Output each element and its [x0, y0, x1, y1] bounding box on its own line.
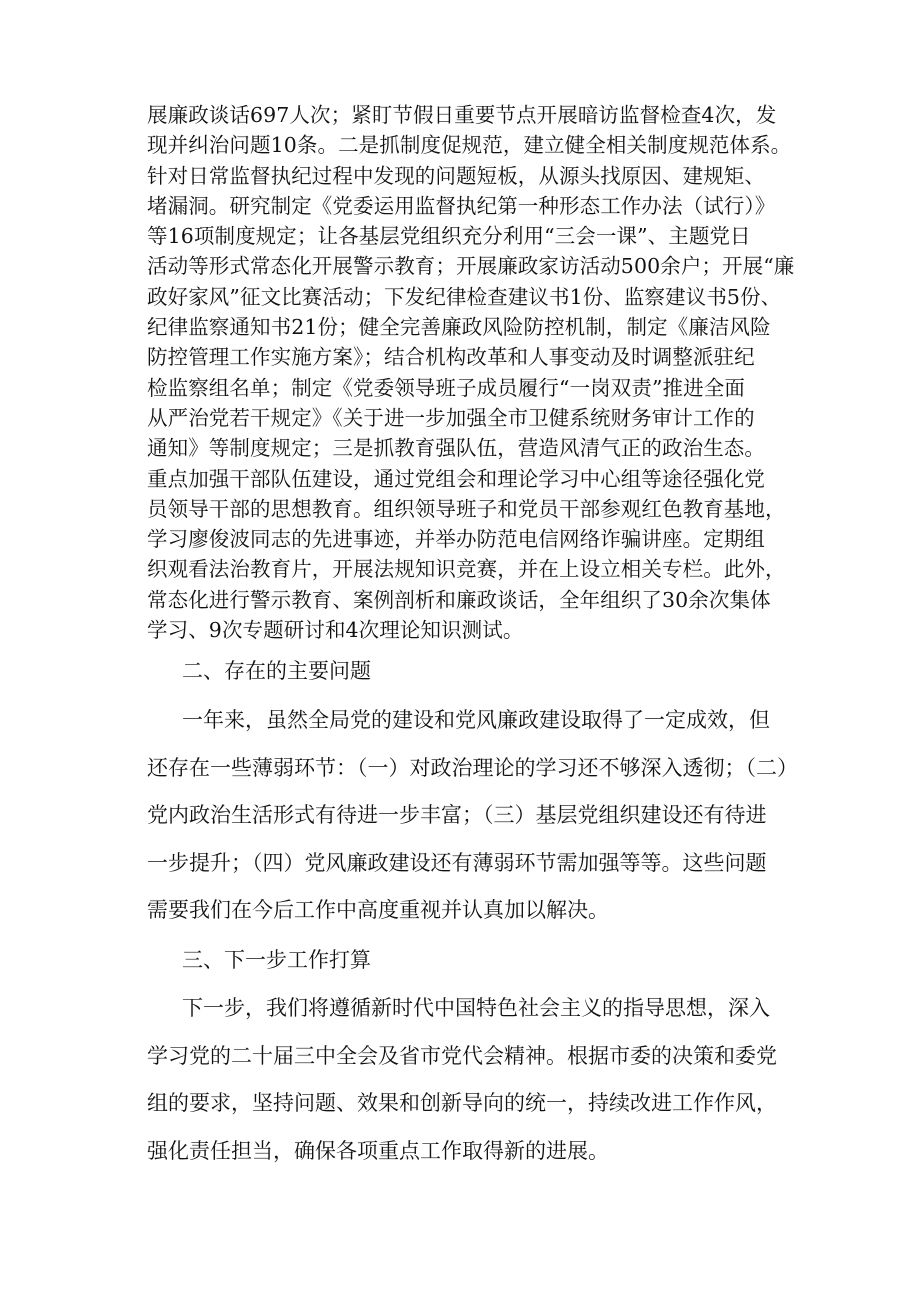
text-line: 党内政治生活形式有待进一步丰富；（三）基层党组织建设还有待进 [147, 803, 767, 827]
text-line: 防控管理工作实施方案》；结合机构改革和人事变动及时调整派驻纪 [147, 345, 755, 370]
paragraph-next-steps [147, 985, 807, 1175]
text-line: 一步提升；（四）党风廉政建设还有薄弱环节需加强等等。这些问题 [147, 850, 767, 875]
text-line: 政好家风”征文比赛活动；下发纪律检查建议书1份、监察建议书5份、 [147, 284, 782, 309]
text-line: 学习、9次专题研讨和4次理论知识测试。 [147, 618, 524, 643]
paragraph-measures [147, 100, 807, 645]
text-line: 现并纠治问题10条。二是抓制度促规范，建立健全相关制度规范体系。 [147, 133, 792, 158]
text-line: 需要我们在今后工作中高度重视并认真加以解决。 [147, 898, 609, 922]
text-line: 重点加强干部队伍建设，通过党组会和理论学习中心组等途径强化党 [147, 466, 765, 491]
text-line: 通知》等制度规定；三是抓教育强队伍，营造风清气正的政治生态。 [147, 436, 765, 461]
text-line: 学习党的二十届三中全会及省市党代会精神。根据市委的决策和委党 [147, 1043, 777, 1068]
text-line: 纪律监察通知书21份；健全完善廉政风险防控机制，制定《廉洁风险 [147, 315, 771, 340]
text-line: 从严治党若干规定》《关于进一步加强全市卫健系统财务审计工作的 [147, 405, 755, 430]
section-heading-problems: 二、存在的主要问题 [182, 659, 371, 683]
text-line: 一年来，虽然全局党的建设和党风廉政建设取得了一定成效，但 [182, 708, 770, 732]
text-line: 检监察组名单；制定《党委领导班子成员履行“一岗双责”推进全面 [147, 375, 745, 400]
text-line: 还存在一些薄弱环节：（一）对政治理论的学习还不够深入透彻；（二） [147, 755, 798, 780]
text-line: 堵漏洞。研究制定《党委运用监督执纪第一种形态工作办法（试行）》 [147, 193, 776, 218]
text-line: 常态化进行警示教育、案例剖析和廉政谈话，全年组织了30余次集体 [147, 587, 771, 612]
text-line: 活动等形式常态化开展警示教育；开展廉政家访活动500余户；开展“廉 [147, 254, 795, 279]
text-line: 员领导干部的思想教育。组织领导班子和党员干部参观红色教育基地， [147, 496, 786, 521]
text-line: 学习廖俊波同志的先进事迹，并举办防范电信网络诈骗讲座。定期组 [147, 527, 765, 552]
section-heading-next-steps: 三、下一步工作打算 [182, 948, 371, 972]
text-line: 织观看法治教育片，开展法规知识竞赛，并在上设立相关专栏。此外， [147, 557, 786, 582]
text-line: 下一步，我们将遵循新时代中国特色社会主义的指导思想，深入 [182, 996, 770, 1020]
text-line: 强化责任担当，确保各项重点工作取得新的进展。 [147, 1138, 609, 1163]
text-line: 等16项制度规定；让各基层党组织充分利用“三会一课”、主题党日 [147, 224, 751, 249]
text-line: 组的要求，坚持问题、效果和创新导向的统一，持续改进工作作风， [147, 1091, 777, 1115]
paragraph-problems [147, 697, 807, 935]
text-line: 针对日常监督执纪过程中发现的问题短板，从源头找原因、建规矩、 [147, 163, 765, 188]
text-line: 展廉政谈话697人次；紧盯节假日重要节点开展暗访监督检查4次，发 [147, 103, 777, 127]
